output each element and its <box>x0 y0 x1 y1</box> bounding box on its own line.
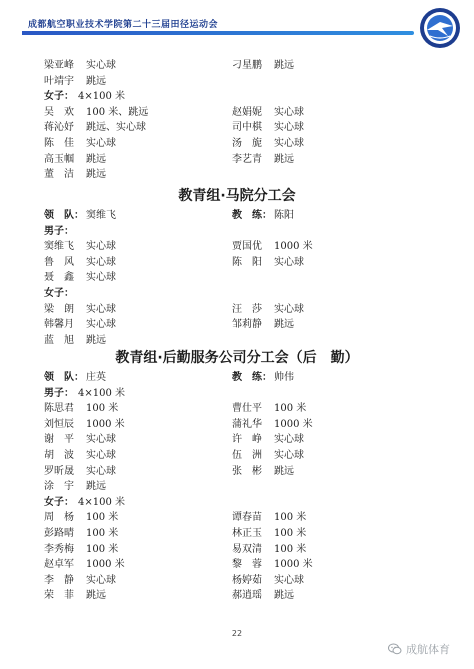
female-header <box>44 495 444 510</box>
coach-label: 教 练： <box>232 210 272 221</box>
athlete-name: 谢 平 <box>44 434 74 446</box>
page-number: 22 <box>231 629 243 638</box>
roster-row <box>44 105 444 120</box>
athlete-name: 林正玉 <box>232 528 262 539</box>
athlete-event: 1000 米 <box>86 418 125 430</box>
section-title: 教青组·马院分工会 <box>178 188 296 204</box>
roster-row <box>44 526 444 541</box>
roster-row <box>44 479 444 494</box>
athlete-event: 1000 米 <box>274 559 313 571</box>
roster-row <box>44 573 444 588</box>
athlete-name: 高玉帼 <box>44 153 74 165</box>
athlete-name: 叶靖宇 <box>44 75 74 87</box>
athlete-event: 跳远 <box>86 153 106 165</box>
athlete-name: 汪 莎 <box>232 303 262 315</box>
athlete-name: 李 静 <box>44 574 74 586</box>
athlete-event: 实心球 <box>86 138 116 149</box>
roster-row <box>44 152 444 167</box>
athlete-event: 实心球 <box>86 465 116 477</box>
athlete-event: 跳远 <box>274 319 294 331</box>
athlete-event: 100 米 <box>86 543 119 555</box>
relay-event: 4×100 米 <box>78 496 126 508</box>
roster-row <box>44 74 444 89</box>
female-header <box>44 286 444 301</box>
gender-label: 男子： <box>44 225 74 237</box>
athlete-name: 彭路晴 <box>44 528 74 539</box>
header-rule <box>22 31 414 35</box>
athlete-name: 梁亚峰 <box>44 60 74 71</box>
athlete-event: 实心球 <box>86 303 116 315</box>
female-header <box>44 89 444 104</box>
athlete-name: 刘恒辰 <box>44 418 74 430</box>
athlete-event: 跳远 <box>274 590 294 602</box>
leader-row <box>44 208 444 223</box>
athlete-name: 涂 宇 <box>44 481 74 493</box>
athlete-event: 实心球 <box>274 303 304 315</box>
athlete-event: 实心球 <box>274 574 304 586</box>
roster-row <box>44 302 444 317</box>
gender-label: 女子： <box>44 496 74 508</box>
watermark <box>388 641 450 657</box>
roster-row <box>44 136 444 151</box>
athlete-name: 窦维飞 <box>44 241 74 253</box>
athlete-event: 100 米 <box>86 528 119 539</box>
athlete-name: 胡 波 <box>44 450 74 461</box>
leader-label: 领 队： <box>44 210 84 221</box>
athlete-name: 许 峥 <box>232 434 262 446</box>
athlete-name: 黎 蓉 <box>232 559 262 571</box>
page-header <box>0 0 474 42</box>
athlete-name: 吴 欢 <box>44 106 74 118</box>
relay-event: 4×100 米 <box>78 91 126 103</box>
athlete-name: 陈 阳 <box>232 256 262 268</box>
athlete-event: 100 米、跳远 <box>86 106 149 118</box>
athlete-event: 跳远 <box>274 153 294 165</box>
athlete-name: 张 彬 <box>232 465 262 477</box>
roster-row <box>44 401 444 416</box>
athlete-event: 实心球 <box>274 138 304 149</box>
roster-row <box>44 270 444 285</box>
athlete-name: 聂 鑫 <box>44 272 74 284</box>
athlete-name: 刁星鹏 <box>232 60 262 71</box>
athlete-name: 梁 朗 <box>44 303 74 315</box>
athlete-event: 跳远 <box>274 60 294 71</box>
roster-row <box>44 58 444 73</box>
athlete-name: 李艺青 <box>232 153 262 165</box>
athlete-event: 1000 米 <box>274 418 313 430</box>
athlete-event: 实心球 <box>274 256 304 268</box>
athlete-event: 实心球 <box>274 106 304 118</box>
roster-row <box>44 510 444 525</box>
athlete-name: 赵卓军 <box>44 559 74 571</box>
athlete-name: 陈思君 <box>44 403 74 415</box>
athlete-name: 李秀梅 <box>44 543 74 555</box>
athlete-name: 汤 旎 <box>232 138 262 149</box>
athlete-name: 周 杨 <box>44 512 74 524</box>
roster-row <box>44 239 444 254</box>
roster-row <box>44 120 444 135</box>
athlete-name: 曹仕平 <box>232 403 262 415</box>
athlete-event: 实心球 <box>274 434 304 446</box>
section-title: 教青组·后勤服务公司分工会（后 勤） <box>115 350 359 366</box>
athlete-event: 1000 米 <box>86 559 125 571</box>
roster-row <box>44 557 444 572</box>
athlete-name: 鲁 风 <box>44 256 74 268</box>
coach-label: 教 练： <box>232 372 272 383</box>
athlete-name: 蒲礼华 <box>232 418 262 430</box>
male-header <box>44 386 444 401</box>
roster-row <box>44 588 444 603</box>
watermark-text: 成航体育 <box>406 643 450 656</box>
athlete-name: 伍 洲 <box>232 450 262 461</box>
athlete-event: 跳远 <box>86 481 106 493</box>
athlete-name: 郝逍瑶 <box>232 590 262 602</box>
leader-name: 庄英 <box>86 372 106 383</box>
athlete-event: 实心球 <box>274 450 304 461</box>
athlete-event: 实心球 <box>86 319 116 331</box>
leader-label: 领 队： <box>44 372 84 383</box>
leader-row <box>44 370 444 385</box>
athlete-name: 谭春苗 <box>232 512 262 524</box>
leader-name: 窦维飞 <box>86 210 116 221</box>
athlete-event: 100 米 <box>274 528 307 539</box>
athlete-event: 实心球 <box>86 272 116 284</box>
athlete-name: 贾国优 <box>232 241 262 253</box>
athlete-event: 跳远 <box>86 590 106 602</box>
roster-row <box>44 317 444 332</box>
athlete-event: 100 米 <box>274 512 307 524</box>
athlete-event: 跳远 <box>86 75 106 87</box>
athlete-name: 董 洁 <box>44 169 74 181</box>
roster-row <box>44 167 444 182</box>
athlete-event: 100 米 <box>86 512 119 524</box>
coach-name: 陈阳 <box>274 210 294 221</box>
wechat-icon <box>388 642 402 656</box>
athlete-event: 100 米 <box>274 543 307 555</box>
athlete-name: 赵娟妮 <box>232 106 262 118</box>
athlete-event: 实心球 <box>86 60 116 71</box>
athlete-event: 实心球 <box>86 450 116 461</box>
athlete-event: 实心球 <box>86 256 116 268</box>
roster-row <box>44 464 444 479</box>
athlete-event: 100 米 <box>274 403 307 415</box>
athlete-name: 罗昕晟 <box>44 465 74 477</box>
athlete-name: 司中棋 <box>232 122 262 134</box>
athlete-name: 蒋沁妤 <box>44 122 74 134</box>
athlete-event: 跳远 <box>274 465 294 477</box>
roster-row <box>44 432 444 447</box>
gender-label: 女子： <box>44 91 74 103</box>
athlete-event: 跳远、实心球 <box>86 122 146 134</box>
athlete-name: 邹莉静 <box>232 319 262 331</box>
athlete-event: 跳远 <box>86 334 106 346</box>
male-header <box>44 224 444 239</box>
athlete-name: 韩馨月 <box>44 319 74 331</box>
athlete-name: 荣 菲 <box>44 590 74 602</box>
relay-event: 4×100 米 <box>78 387 126 399</box>
roster-row <box>44 255 444 270</box>
coach-name: 帅伟 <box>274 372 294 383</box>
athlete-name: 陈 佳 <box>44 138 74 149</box>
athlete-event: 实心球 <box>86 434 116 446</box>
athlete-name: 蓝 旭 <box>44 334 74 346</box>
athlete-event: 跳远 <box>86 169 106 181</box>
header-title: 成都航空职业技术学院第二十三届田径运动会 <box>28 20 219 30</box>
athlete-event: 100 米 <box>86 403 119 415</box>
athlete-event: 1000 米 <box>274 241 313 253</box>
gender-label: 男子： <box>44 387 74 399</box>
roster-row <box>44 417 444 432</box>
athlete-event: 实心球 <box>86 241 116 253</box>
gender-label: 女子： <box>44 288 74 299</box>
college-emblem-icon <box>418 6 462 50</box>
athlete-event: 实心球 <box>274 122 304 134</box>
athlete-event: 实心球 <box>86 574 116 586</box>
athlete-name: 易双清 <box>232 543 262 555</box>
roster-row <box>44 542 444 557</box>
roster-row <box>44 448 444 463</box>
roster-row <box>44 333 444 348</box>
athlete-name: 杨婷茹 <box>232 574 262 586</box>
